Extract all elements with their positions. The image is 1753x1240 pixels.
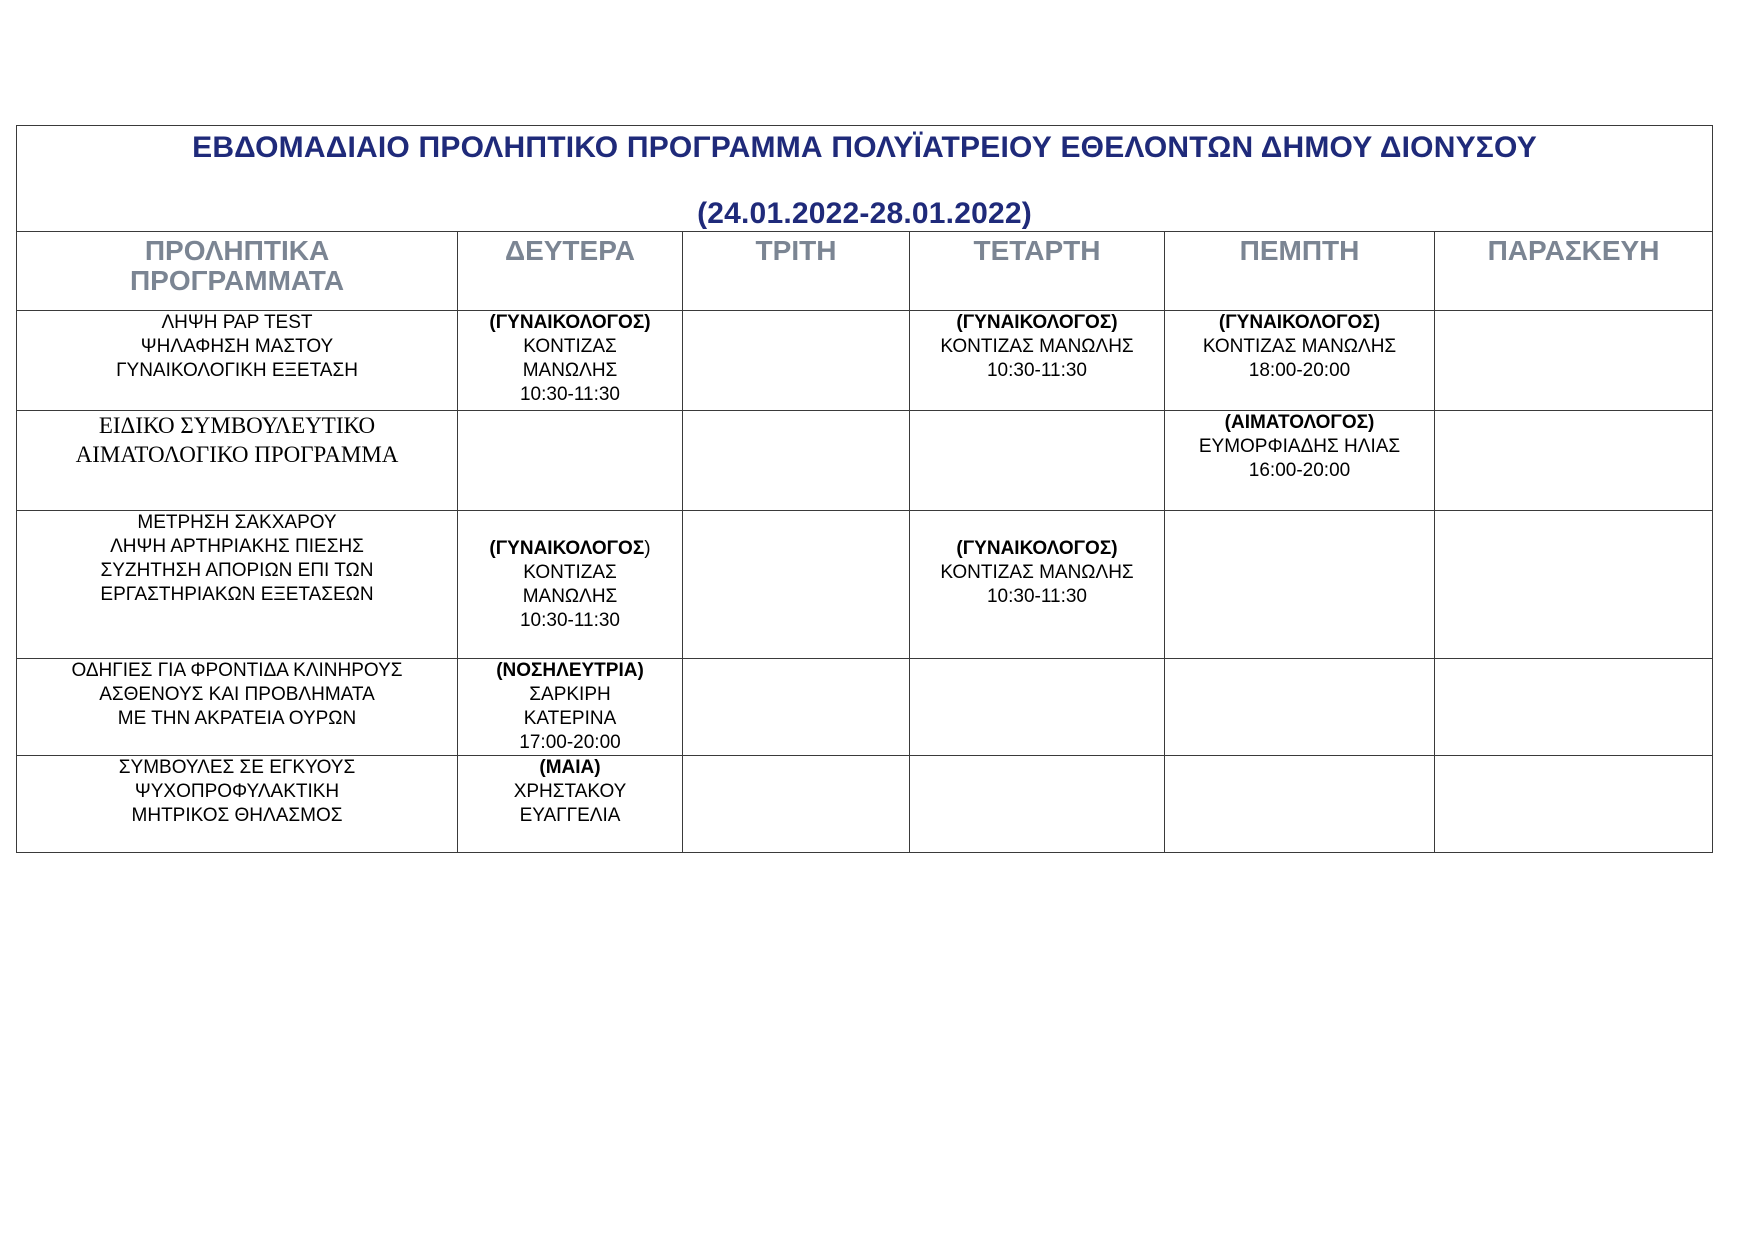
program-line: ΓΥΝΑΙΚΟΛΟΓΙΚΗ ΕΞΕΤΑΣΗ [116,360,358,381]
wednesday-cell [910,511,1165,659]
program-line: ΟΔΗΓΙΕΣ ΓΙΑ ΦΡΟΝΤΙΔΑ ΚΛΙΝΗΡΟΥΣ [71,660,403,681]
friday-cell [1435,311,1713,411]
specialty-label: (ΓΥΝΑΙΚΟΛΟΓΟΣ [489,538,645,559]
monday-cell [458,311,683,411]
program-line: ΜΗΤΡΙΚΟΣ ΘΗΛΑΣΜΟΣ [131,805,343,826]
time-slot: 10:30-11:30 [519,610,620,631]
wednesday-cell [910,659,1165,756]
doctor-name: ΚΟΝΤΙΖΑΣ [523,562,617,583]
program-cell [17,659,458,756]
specialty-label: (ΑΙΜΑΤΟΛΟΓΟΣ) [1224,412,1375,433]
doctor-name: ΧΡΗΣΤΑΚΟΥ [513,781,627,802]
table-row [17,311,1713,411]
program-line: ΛΗΨΗ ΑΡΤΗΡΙΑΚΗΣ ΠΙΕΣΗΣ [110,536,364,557]
specialty-label: (ΓΥΝΑΙΚΟΛΟΓΟΣ) [956,538,1118,559]
date-range: (24.01.2022-28.01.2022) [697,197,1032,230]
program-cell [17,756,458,853]
thursday-cell [1165,311,1435,411]
header-programs-line1: ΠΡΟΛΗΠΤΙΚΑ [144,235,330,266]
tuesday-cell [683,756,910,853]
program-line: ΕΙΔΙΚΟ ΣΥΜΒΟΥΛΕΥΤΙΚΟ [98,413,376,438]
friday-cell [1435,756,1713,853]
friday-cell [1435,659,1713,756]
specialty-label-tail: ) [644,538,651,559]
monday-cell [458,411,683,511]
program-line: ΑΣΘΕΝΟΥΣ ΚΑΙ ΠΡΟΒΛΗΜΑΤΑ [99,684,375,705]
thursday-cell [1165,411,1435,511]
specialty-label: (ΜΑΙΑ) [539,757,601,778]
time-slot: 10:30-11:30 [519,384,620,405]
program-line: ΜΕΤΡΗΣΗ ΣΑΚΧΑΡΟΥ [137,512,337,533]
program-line: ΣΥΜΒΟΥΛΕΣ ΣΕ ΕΓΚΥΟΥΣ [118,757,356,778]
table-row [17,411,1713,511]
tuesday-cell [683,411,910,511]
header-monday: ΔΕΥΤΕΡΑ [458,232,683,311]
wednesday-cell [910,411,1165,511]
tuesday-cell [683,511,910,659]
schedule-table [16,125,1713,853]
program-line: ΨΗΛΑΦΗΣΗ ΜΑΣΤΟΥ [140,336,334,357]
program-cell [17,511,458,659]
time-slot: 18:00-20:00 [1248,360,1351,381]
document-title: ΕΒΔΟΜΑΔΙΑΙΟ ΠΡΟΛΗΠΤΙΚΟ ΠΡΟΓΡΑΜΜΑ ΠΟΛΥΪΑΤΡΕΙΟΥ ΕΘΕΛΟΝΤΩΝ ΔΗΜΟΥ ΔΙΟΝΥΣΟΥ [192,131,1537,164]
doctor-name: ΚΟΝΤΙΖΑΣ [523,336,617,357]
header-thursday: ΠΕΜΠΤΗ [1165,232,1435,311]
doctor-name: ΕΥΑΓΓΕΛΙΑ [519,805,621,826]
header-programs-line2: ΠΡΟΓΡΑΜΜΑΤΑ [129,265,345,296]
monday-cell [458,511,683,659]
table-row [17,756,1713,853]
doctor-name: ΣΑΡΚΙΡΗ [529,684,611,705]
doctor-name: ΚΟΝΤΙΖΑΣ ΜΑΝΩΛΗΣ [940,562,1134,583]
program-line: ΛΗΨΗ PAP TEST [161,312,313,333]
friday-cell [1435,511,1713,659]
tuesday-cell [683,311,910,411]
table-row [17,659,1713,756]
program-cell [17,411,458,511]
header-friday: ΠΑΡΑΣΚΕΥΗ [1435,232,1713,311]
wednesday-cell [910,756,1165,853]
friday-cell [1435,411,1713,511]
header-programs [17,232,458,311]
monday-cell [458,659,683,756]
tuesday-cell [683,659,910,756]
doctor-name: ΚΑΤΕΡΙΝΑ [523,708,617,729]
specialty-label: (ΓΥΝΑΙΚΟΛΟΓΟΣ) [1218,312,1381,333]
time-slot: 17:00-20:00 [519,732,621,753]
title-cell [17,126,1713,232]
header-wednesday: ΤΕΤΑΡΤΗ [910,232,1165,311]
doctor-name: ΚΟΝΤΙΖΑΣ ΜΑΝΩΛΗΣ [1202,336,1397,357]
program-line: ΨΥΧΟΠΡΟΦΥΛΑΚΤΙΚΗ [134,781,340,802]
program-cell [17,311,458,411]
program-line: ΑΙΜΑΤΟΛΟΓΙΚΟ ΠΡΟΓΡΑΜΜΑ [75,442,399,467]
title-row [17,126,1713,232]
monday-cell [458,756,683,853]
thursday-cell [1165,659,1435,756]
doctor-name: ΜΑΝΩΛΗΣ [522,360,618,381]
wednesday-cell [910,311,1165,411]
doctor-name: ΜΑΝΩΛΗΣ [522,586,618,607]
time-slot: 10:30-11:30 [986,360,1087,381]
time-slot: 16:00-20:00 [1248,460,1351,481]
doctor-name: ΕΥΜΟΡΦΙΑΔΗΣ ΗΛΙΑΣ [1198,436,1401,457]
specialty-label: (ΓΥΝΑΙΚΟΛΟΓΟΣ) [489,312,651,333]
header-tuesday: ΤΡΙΤΗ [683,232,910,311]
program-line: ΣΥΖΗΤΗΣΗ ΑΠΟΡΙΩΝ ΕΠΙ ΤΩΝ [100,560,374,581]
specialty-label: (ΝΟΣΗΛΕΥΤΡΙΑ) [496,660,644,681]
program-line: ΜΕ ΤΗΝ ΑΚΡΑΤΕΙΑ ΟΥΡΩΝ [117,708,357,729]
specialty-label: (ΓΥΝΑΙΚΟΛΟΓΟΣ) [956,312,1118,333]
table-row [17,511,1713,659]
thursday-cell [1165,511,1435,659]
thursday-cell [1165,756,1435,853]
doctor-name: ΚΟΝΤΙΖΑΣ ΜΑΝΩΛΗΣ [940,336,1134,357]
time-slot: 10:30-11:30 [986,586,1087,607]
header-row [17,232,1713,311]
program-line: ΕΡΓΑΣΤΗΡΙΑΚΩΝ ΕΞΕΤΑΣΕΩΝ [100,584,374,605]
